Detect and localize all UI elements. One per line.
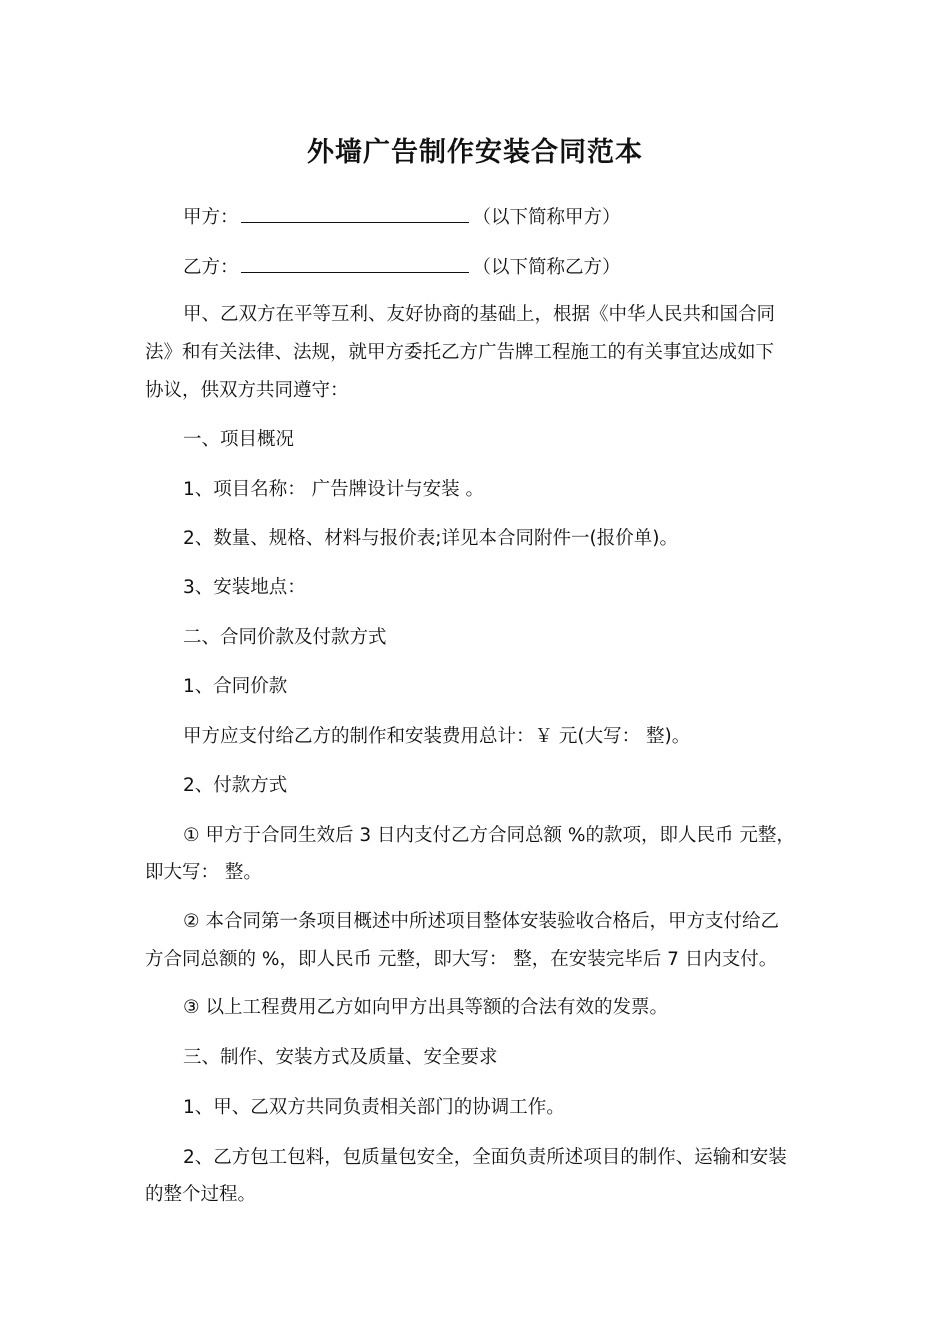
section-2-sub-1: 1、合同价款	[183, 676, 288, 697]
section-3-item-1: 1、甲、乙双方共同负责相关部门的协调工作。	[183, 1097, 565, 1118]
party-a-label: 甲方：	[183, 207, 239, 228]
section-3-heading: 三、制作、安装方式及质量、安全要求	[183, 1047, 498, 1068]
payment-2-line-1: ② 本合同第一条项目概述中所述项目整体安装验收合格后，甲方支付给乙	[183, 911, 779, 932]
payment-3-line: ③ 以上工程费用乙方如向甲方出具等额的合法有效的发票。	[183, 997, 668, 1018]
intro-line-1: 甲、乙双方在平等互利、友好协商的基础上，根据《中华人民共和国合同	[183, 304, 776, 325]
section-2-heading: 二、合同价款及付款方式	[183, 627, 387, 648]
document-title: 外墙广告制作安装合同范本	[307, 137, 643, 168]
party-a-suffix: （以下简称甲方）	[472, 207, 621, 228]
payment-1-line-2: 即大写： 整。	[145, 862, 262, 883]
party-a-line	[183, 204, 621, 230]
section-1-item-2: 2、数量、规格、材料与报价表;详见本合同附件一(报价单)。	[183, 528, 678, 549]
payment-2-line-2: 方合同总额的 %，即人民币 元整，即大写： 整，在安装完毕后 7 日内支付。	[145, 949, 778, 970]
total-price-line: 甲方应支付给乙方的制作和安装费用总计：￥ 元(大写： 整)。	[183, 726, 691, 747]
section-1-heading: 一、项目概况	[183, 429, 295, 450]
section-3-item-2-line-2: 的整个过程。	[145, 1184, 257, 1205]
party-b-suffix: （以下简称乙方）	[472, 257, 621, 278]
section-1-item-3: 3、安装地点：	[183, 577, 306, 598]
intro-line-2: 法》和有关法律、法规，就甲方委托乙方广告牌工程施工的有关事宜达成如下	[145, 342, 775, 363]
section-2-sub-2: 2、付款方式	[183, 775, 288, 796]
party-b-label: 乙方：	[183, 257, 239, 278]
section-1-item-1: 1、项目名称： 广告牌设计与安装 。	[183, 479, 485, 500]
party-b-blank	[241, 254, 469, 273]
section-3-item-2-line-1: 2、乙方包工包料，包质量包安全，全面负责所述项目的制作、运输和安装	[183, 1147, 787, 1168]
party-b-line	[183, 254, 621, 280]
intro-line-3: 协议，供双方共同遵守：	[145, 380, 349, 401]
party-a-blank	[241, 204, 469, 223]
payment-1-line-1: ① 甲方于合同生效后 3 日内支付乙方合同总额 %的款项，即人民币 元整，	[183, 825, 795, 846]
